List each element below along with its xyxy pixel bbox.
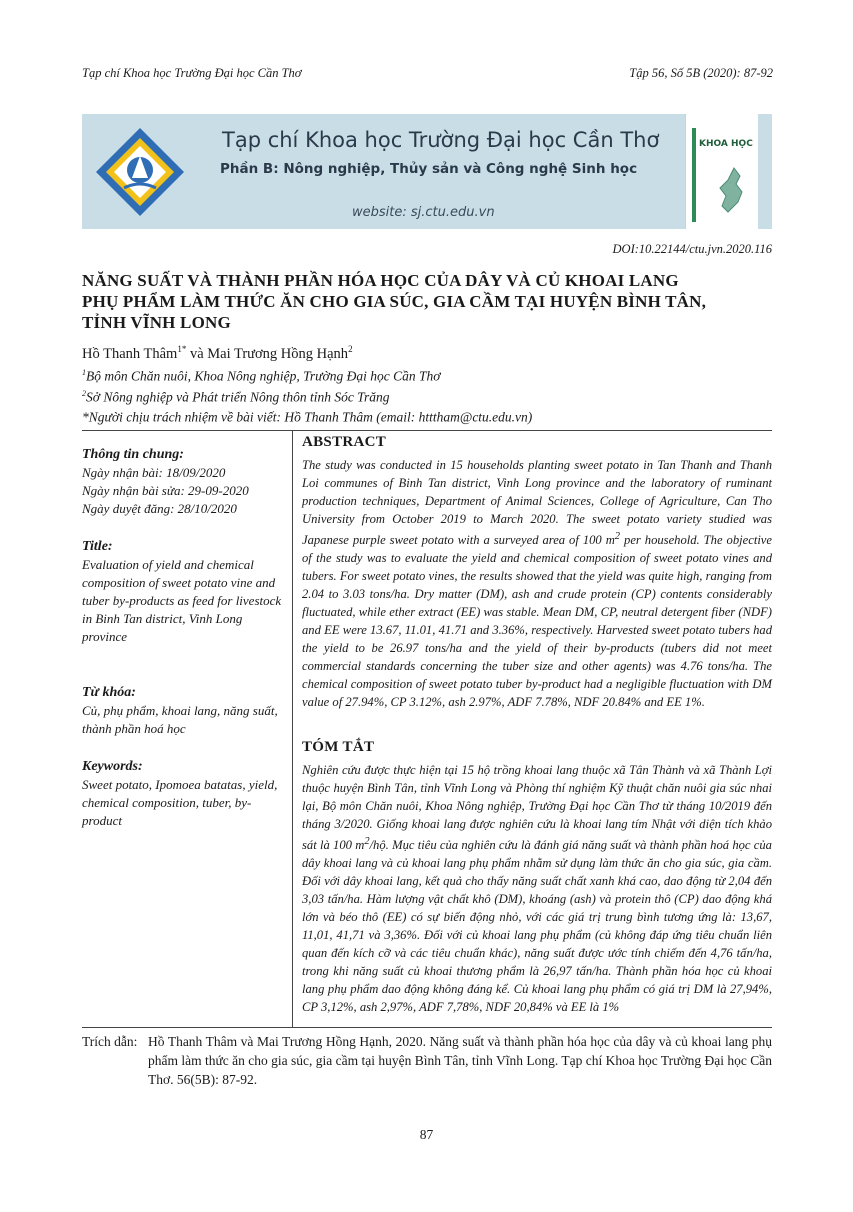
tomtat-body xyxy=(302,761,772,1016)
author-conjunction: và xyxy=(186,345,208,362)
author-name: Hồ Thanh Thâm xyxy=(82,345,178,362)
affiliation xyxy=(82,368,440,385)
journal-title: Tạp chí Khoa học Trường Đại học Cần Thơ xyxy=(222,128,660,152)
section-divider xyxy=(82,430,772,431)
tomtat-text: Nghiên cứu được thực hiện tại 15 hộ trồng khoai lang thuộc xã Tân Thành và xã Thành Lợi thuộc huyện Bình Tân, tỉnh Vĩnh Long và Phòng thí nghiệm Kỹ thuật chăn nuôi gia súc nhai lại, Bộ môn Chăn nuôi, Khoa Nông nghiệp, Trường Đại học Cần Thơ từ tháng 10/2019 đến tháng 3/2020. Giống khoai lang được nghiên cứu là khoai lang tím Nhật với diện tích khảo sát là 100 m xyxy=(302,763,772,853)
abstract-body xyxy=(302,456,772,711)
title-heading: Title: xyxy=(82,539,113,554)
abstract-text: The study was conducted in 15 households planting sweet potato in Tan Thanh and Thanh Loi communes of Binh Tan district, Vinh Long province and the laboratory of ruminant production techniques, Department of Animal Sciences, College of Agriculture, Can Tho University from October 2019 to March 2020. The sweet potato variety studied was Japanese purple sweet potato with a surveyed area of 100 m xyxy=(302,458,772,548)
author-name: Mai Trương Hồng Hạnh xyxy=(207,345,349,362)
cover-title: KHOA HỌC xyxy=(699,139,753,149)
map-icon xyxy=(714,166,748,216)
tukhoa-text: Củ, phụ phẩm, khoai lang, năng suất, thành phần hoá học xyxy=(82,703,278,736)
journal-website: website: sj.ctu.edu.vn xyxy=(352,205,495,220)
received-date: Ngày nhận bài: 18/09/2020 xyxy=(82,465,226,480)
cover-stripe xyxy=(692,128,696,222)
accepted-date: Ngày duyệt đăng: 28/10/2020 xyxy=(82,501,237,516)
article-title xyxy=(82,270,772,333)
journal-banner xyxy=(82,114,772,229)
column-divider xyxy=(292,430,293,1027)
tomtat-heading: TÓM TẮT xyxy=(302,739,375,755)
title-line: NĂNG SUẤT VÀ THÀNH PHẦN HÓA HỌC CỦA DÂY VÀ CỦ KHOAI LANG xyxy=(82,271,679,290)
vietnamese-keywords-block xyxy=(82,684,287,738)
abstract-text: per household. The objective of the study was to evaluate the yield and chemical composition of sweet potato vines and tubers. For sweet potato vines, the results showed that the yield was quite high, ranging from 2.04 to 3.03 tons/ha. Dry matter (DM), ash and crude protein (CP) contents considerably fluctuated, while ether extract (EE) was stable. Mean DM, CP, neutral detergent fiber (NDF) and EE were 13.67, 11.01, 41.71 and 3.36%, respectively. Harvested sweet potato tubers had the yield to be 26.97 tons/ha and the yield of their by-products (tubers did not meet commercial standards concerning the tuber size and other agents) was 4.76 tons/ha. The chemical composition of sweet potato tuber by-product had a negligible fluctuation with DM value of 27.94%, CP 3.12%, ash 2.97%, ADF 7.78%, NDF 20.84% and EE 1%. xyxy=(302,533,772,710)
doi: DOI:10.22144/ctu.jvn.2020.116 xyxy=(612,242,772,256)
title-line: TỈNH VĨNH LONG xyxy=(82,313,231,332)
keywords-block xyxy=(82,758,287,830)
citation-label: Trích dẫn: xyxy=(82,1034,138,1049)
superscript: 2 xyxy=(364,836,370,847)
citation-text: Hồ Thanh Thâm và Mai Trương Hồng Hạnh, 2020. Năng suất và thành phần hóa học của dây và củ khoai lang phụ phẩm làm thức ăn cho gia súc, gia cầm tại huyện Bình Tân, tỉnh Vĩnh Long. Tạp chí Khoa học Trường Đại học Cần Thơ. 56(5B): 87-92. xyxy=(148,1034,772,1087)
running-head xyxy=(82,66,773,84)
author-mark: 1* xyxy=(177,344,187,354)
corresponding-author-text: *Người chịu trách nhiệm về bài viết: Hồ Thanh Thâm (email: htttham@ctu.edu.vn) xyxy=(82,409,533,425)
tukhoa-heading: Từ khóa: xyxy=(82,685,136,700)
english-title-block xyxy=(82,538,287,646)
page-number: 87 xyxy=(419,1127,434,1142)
tomtat-text: /hộ. Mục tiêu của nghiên cứu là đánh giá năng suất và thành phần hoá học của dây khoai lang và củ khoai lang phụ phẩm nhằm sử dụng làm thức ăn cho gia súc, gia cầm. Đối với dây khoai lang, kết quả cho thấy năng suất chất xanh khá cao, dao động từ 2,04 đến 3,03 tấn/ha. Hàm lượng vật chất khô (DM), khoáng (ash) và protein thô (CP) dao động khá lớn và béo thô (EE) có sự biến động nhỏ, với các giá trị trung bình tương ứng là: 13,67, 11,01, 41,71 và 3,36%. Đối với củ khoai lang phụ phẩm (củ không đáp ứng tiêu chuẩn liên quan đến kích cỡ và các tiêu chuẩn khác), năng suất được ước tính chiếm đến 4,76 tấn/ha, trong khi năng suất củ khoai thương phẩm là 26,97 tấn/ha. Thành phần hóa học củ khoai lang phụ phẩm dao động không đáng kể. Củ khoai lang phụ phẩm có giá trị DM là 27,94%, CP 3,12%, ash 2,97%, ADF 7,78%, NDF 20,84% và EE là 1% xyxy=(302,838,772,1015)
author-mark: 2 xyxy=(348,344,353,354)
keywords-heading: Keywords: xyxy=(82,759,143,774)
keywords-text: Sweet potato, Ipomoea batatas, yield, chemical composition, tuber, by-product xyxy=(82,777,278,828)
author-list xyxy=(82,344,353,363)
corresponding-author xyxy=(82,409,532,426)
english-title: Evaluation of yield and chemical composition of sweet potato vine and tuber by-products as feed for livestock in Binh Tan district, Vinh Long province xyxy=(82,557,282,644)
abstract-heading: ABSTRACT xyxy=(302,434,387,450)
info-heading: Thông tin chung: xyxy=(82,447,184,462)
article-info xyxy=(82,446,287,518)
journal-cover-thumbnail xyxy=(685,114,758,229)
revised-date: Ngày nhận bài sửa: 29-09-2020 xyxy=(82,483,249,498)
affiliation-mark: 1 xyxy=(82,368,86,377)
affiliation xyxy=(82,389,389,406)
section-divider xyxy=(82,1027,772,1028)
university-logo-icon xyxy=(94,126,186,218)
affiliation-text: Sở Nông nghiệp và Phát triển Nông thôn tỉnh Sóc Trăng xyxy=(86,389,390,405)
superscript: 2 xyxy=(614,531,621,542)
journal-subtitle: Phần B: Nông nghiệp, Thủy sản và Công nghệ Sinh học xyxy=(220,161,638,177)
journal-running-title: Tạp chí Khoa học Trường Đại học Cần Thơ xyxy=(82,66,302,80)
affiliation-mark: 2 xyxy=(82,389,86,398)
issue-info: Tập 56, Số 5B (2020): 87-92 xyxy=(629,66,773,80)
title-line: PHỤ PHẨM LÀM THỨC ĂN CHO GIA SÚC, GIA CẦM TẠI HUYỆN BÌNH TÂN, xyxy=(82,292,707,311)
affiliation-text: Bộ môn Chăn nuôi, Khoa Nông nghiệp, Trường Đại học Cần Thơ xyxy=(86,368,441,384)
